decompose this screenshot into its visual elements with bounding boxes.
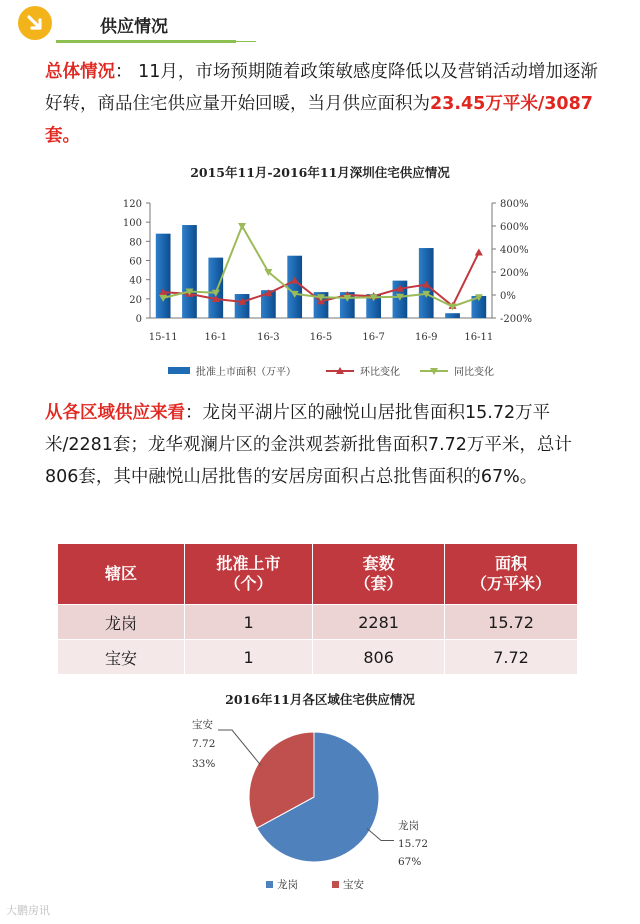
table-cell: 龙岗 xyxy=(58,605,185,640)
table-cell: 2281 xyxy=(313,605,445,640)
section-header xyxy=(0,0,640,48)
supply-table xyxy=(57,543,578,675)
table-cell: 15.72 xyxy=(445,605,578,640)
table-cell: 1 xyxy=(184,640,312,675)
pie-percent: 33% xyxy=(192,758,216,770)
right-tick-label: -200% xyxy=(500,314,532,325)
bar xyxy=(182,225,197,318)
left-tick-label: 80 xyxy=(129,237,142,249)
bar xyxy=(287,256,302,318)
pie-leader-line xyxy=(218,730,261,765)
right-tick-label: 800% xyxy=(500,199,529,210)
regional-label: 从各区域供应来看 xyxy=(45,403,185,423)
legend-swatch xyxy=(332,881,339,888)
left-tick-label: 40 xyxy=(129,275,142,287)
supply-combo-chart xyxy=(0,185,640,415)
right-tick-label: 400% xyxy=(500,245,529,256)
bar xyxy=(445,313,460,318)
summary-label: 总体情况 xyxy=(45,62,115,82)
summary-paragraph xyxy=(45,56,605,152)
table-header-units: 套数 （套） xyxy=(313,544,445,605)
left-tick-label: 100 xyxy=(122,218,142,230)
table-row xyxy=(58,605,578,640)
table-row xyxy=(58,640,578,675)
pie-leader-line xyxy=(367,829,394,841)
left-tick-label: 60 xyxy=(129,256,142,268)
pie-label: 龙岗 xyxy=(398,820,419,832)
pie-percent: 67% xyxy=(398,856,422,868)
legend-swatch xyxy=(266,881,273,888)
chart-title: 2015年11月-2016年11月深圳住宅供应情况 xyxy=(190,165,450,180)
left-tick-label: 120 xyxy=(122,199,142,210)
bar xyxy=(235,294,250,318)
bar xyxy=(156,234,171,318)
table-header-district: 辖区 xyxy=(58,544,185,605)
legend-swatch-bar xyxy=(168,367,190,374)
x-tick-label: 16-11 xyxy=(464,332,494,343)
left-tick-label: 20 xyxy=(129,294,142,306)
right-tick-label: 600% xyxy=(500,222,529,233)
table-header-row xyxy=(58,544,578,605)
pie-chart-title: 2016年11月各区域住宅供应情况 xyxy=(225,692,415,707)
summary-highlight: 23.45万平米/3087套。 xyxy=(45,94,593,146)
legend-label: 批准上市面积（万平） xyxy=(196,367,296,378)
pie-label: 宝安 xyxy=(192,719,213,731)
district-pie-chart xyxy=(0,712,640,902)
legend-label: 宝安 xyxy=(343,879,364,891)
legend-label: 龙岗 xyxy=(277,879,298,891)
x-tick-label: 16-7 xyxy=(362,332,385,343)
title-underline-tail xyxy=(236,41,256,42)
left-tick-label: 0 xyxy=(135,314,142,325)
regional-text: ：龙岗平湖片区的融悦山居批售面积15.72万平米/2281套；龙华观澜片区的金洪观荟新批售面积7.72万平米，总计806套，其中融悦山居批售的安居房面积占总批售面积的67%。 xyxy=(45,403,572,487)
table-cell: 1 xyxy=(184,605,312,640)
summary-text: ： 11月，市场预期随着政策敏感度降低以及营销活动增加逐渐好转，商品住宅供应量开始回暖，当月供应面积为 xyxy=(45,62,598,114)
table-cell: 宝安 xyxy=(58,640,185,675)
legend-label: 环比变化 xyxy=(360,367,400,378)
bar xyxy=(208,258,223,318)
legend-label: 同比变化 xyxy=(454,367,494,378)
mom-point xyxy=(475,248,483,255)
title-underline xyxy=(56,40,236,43)
table-header-projects: 批准上市 （个） xyxy=(184,544,312,605)
pie-value: 7.72 xyxy=(192,738,216,750)
table-header-area: 面积 （万平米） xyxy=(445,544,578,605)
arrow-down-right-icon xyxy=(18,6,52,40)
regional-paragraph xyxy=(45,397,597,493)
pie-value: 15.72 xyxy=(398,838,429,850)
table-cell: 806 xyxy=(313,640,445,675)
right-tick-label: 200% xyxy=(500,268,529,279)
x-tick-label: 15-11 xyxy=(148,332,178,343)
x-tick-label: 16-9 xyxy=(414,332,438,343)
section-title: 供应情况 xyxy=(100,17,168,37)
x-tick-label: 16-1 xyxy=(204,332,228,343)
right-tick-label: 0% xyxy=(500,291,516,302)
x-tick-label: 16-5 xyxy=(309,332,333,343)
watermark: 大鹏房讯 xyxy=(6,904,50,917)
table-cell: 7.72 xyxy=(445,640,578,675)
x-tick-label: 16-3 xyxy=(257,332,280,343)
